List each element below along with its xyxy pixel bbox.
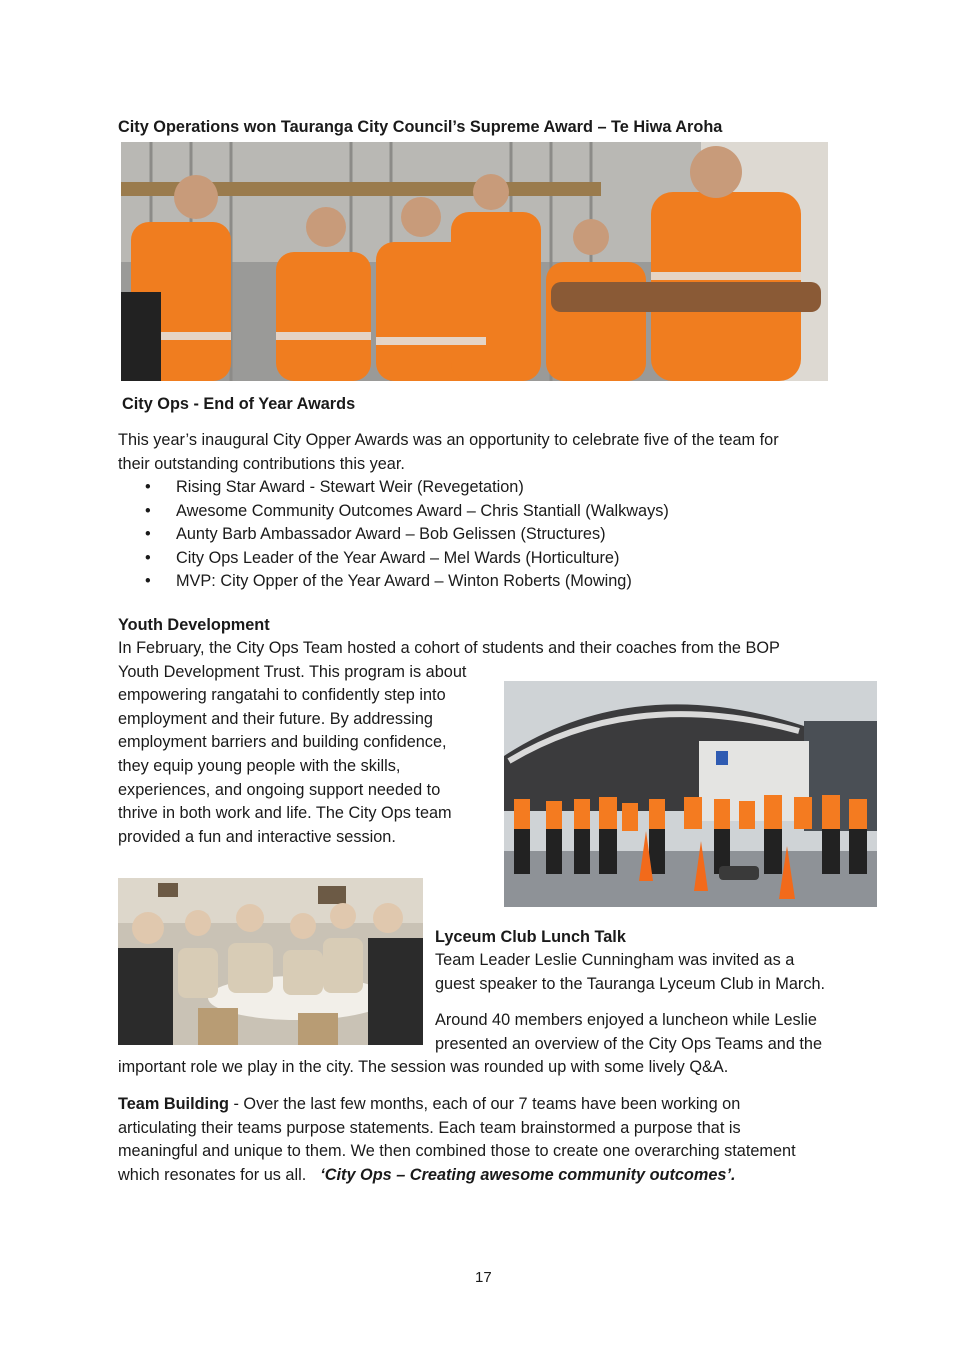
team-building-line-4 [118, 1164, 736, 1188]
team-building-line-1 [118, 1093, 740, 1117]
list-item: • City Ops Leader of the Year Award – Mel Wards (Horticulture) [145, 548, 620, 567]
youth-line-3: empowering rangatahi to confidently step into [118, 686, 446, 704]
award-team-photo [121, 142, 828, 381]
team-building-line-3: meaningful and unique to them. We then combined those to create one overarching statement [118, 1142, 796, 1160]
lyceum-line-3: Around 40 members enjoyed a luncheon while Leslie [435, 1011, 817, 1029]
lyceum-line-2: guest speaker to the Tauranga Lyceum Club in March. [435, 975, 826, 993]
end-of-year-heading: City Ops - End of Year Awards [122, 395, 356, 413]
youth-line-9: provided a fun and interactive session. [118, 828, 396, 846]
youth-line-6: they equip young people with the skills, [118, 757, 401, 775]
youth-line-1: In February, the City Ops Team hosted a cohort of students and their coaches from the BOP [118, 639, 780, 657]
youth-heading: Youth Development [118, 616, 270, 634]
end-of-year-intro-line-1: This year’s inaugural City Opper Awards was an opportunity to celebrate five of the team for [118, 431, 779, 449]
team-building-label: Team Building [118, 1095, 229, 1113]
award-heading: City Operations won Tauranga City Council’s Supreme Award – Te Hiwa Aroha [118, 118, 723, 136]
page-number: 17 [475, 1269, 492, 1286]
list-item: • Rising Star Award - Stewart Weir (Revegetation) [145, 478, 524, 496]
award-mvp: MVP: City Opper of the Year Award – Winton Roberts (Mowing) [176, 572, 632, 591]
awards-list [118, 476, 669, 594]
lyceum-line-1: Team Leader Leslie Cunningham was invited as a [435, 951, 795, 969]
list-item: • Aunty Barb Ambassador Award – Bob Gelissen (Structures) [145, 525, 606, 544]
list-item: • MVP: City Opper of the Year Award – Winton Roberts (Mowing) [145, 572, 632, 591]
list-item: • Awesome Community Outcomes Award – Chris Stantiall (Walkways) [145, 501, 669, 520]
lyceum-line-5: important role we play in the city. The session was rounded up with some lively Q&A. [118, 1058, 729, 1076]
youth-line-8: thrive in both work and life. The City Ops team [118, 804, 452, 822]
youth-line-4: employment and their future. By addressing [118, 710, 433, 728]
award-leader: City Ops Leader of the Year Award – Mel Wards (Horticulture) [176, 548, 620, 567]
youth-line-5: employment barriers and building confidence, [118, 733, 447, 751]
team-building-quote: ‘City Ops – Creating awesome community outcomes’. [320, 1166, 736, 1184]
youth-line-7: experiences, and ongoing support needed to [118, 781, 441, 799]
award-rising-star: Rising Star Award - Stewart Weir (Revegetation) [176, 478, 524, 496]
team-building-line-2: articulating their teams purpose statements. Each team brainstormed a purpose that is [118, 1119, 741, 1137]
end-of-year-intro-line-2: their outstanding contributions this year. [118, 455, 405, 473]
award-ambassador: Aunty Barb Ambassador Award – Bob Gelissen (Structures) [176, 525, 606, 544]
lyceum-heading: Lyceum Club Lunch Talk [435, 928, 626, 946]
lyceum-club-photo [118, 878, 423, 1045]
team-building-last-line: which resonates for us all. [118, 1166, 307, 1184]
lyceum-line-4: presented an overview of the City Ops Teams and the [435, 1035, 823, 1053]
youth-group-photo [504, 681, 877, 907]
award-community-outcomes: Awesome Community Outcomes Award – Chris Stantiall (Walkways) [176, 501, 669, 520]
team-building-line-1-rest: - Over the last few months, each of our 7 teams have been working on [228, 1095, 741, 1113]
youth-line-2: Youth Development Trust. This program is about [118, 663, 467, 681]
